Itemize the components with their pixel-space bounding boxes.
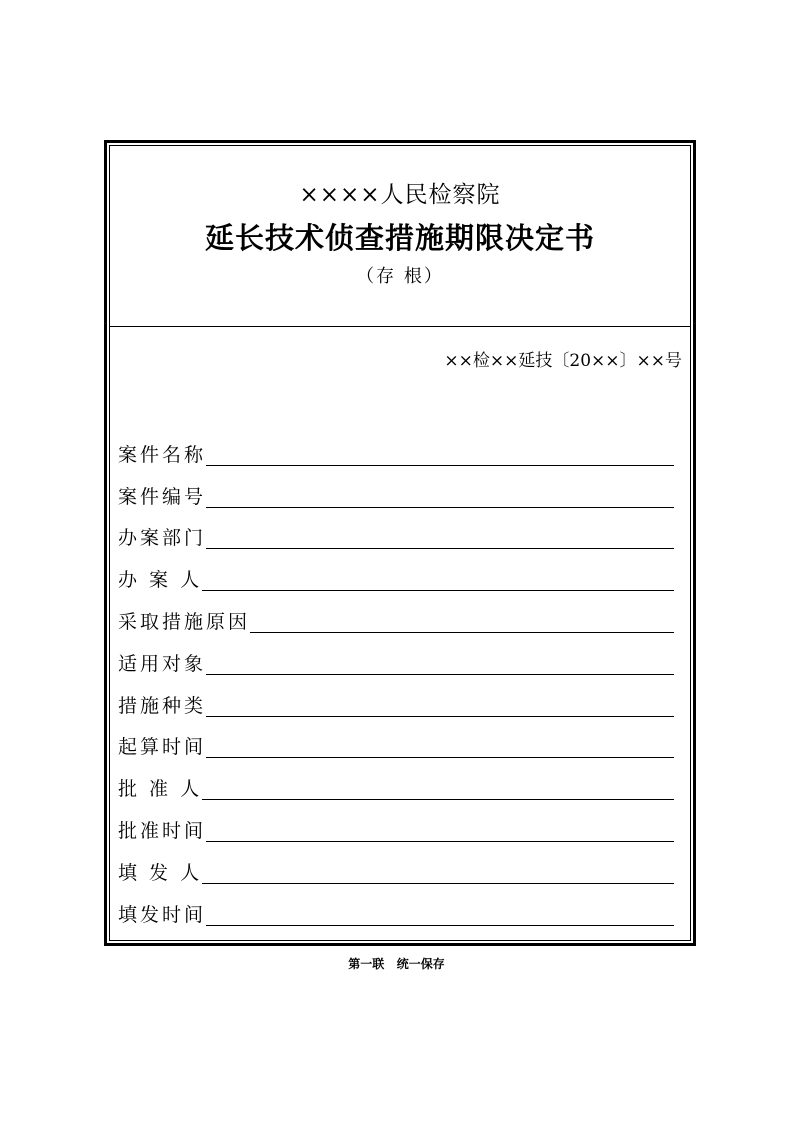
case-handler-fill-line[interactable]	[202, 570, 674, 591]
field-label: 措施种类	[118, 694, 207, 717]
field-issuer	[118, 844, 674, 886]
field-label: 批 准 人	[118, 778, 203, 801]
stub-label: （存 根）	[356, 266, 444, 287]
field-label: 办 案 人	[118, 569, 203, 592]
field-label: 填发时间	[118, 903, 207, 926]
document-number: ××检××延技〔20××〕××号	[444, 351, 682, 371]
field-start-time	[118, 719, 674, 761]
field-label: 采取措施原因	[118, 610, 251, 633]
approver-fill-line[interactable]	[202, 779, 674, 800]
field-label: 批准时间	[118, 819, 207, 842]
field-label: 填 发 人	[118, 861, 203, 884]
document-frame-inner	[109, 145, 691, 941]
measure-reason-fill-line[interactable]	[250, 612, 674, 633]
document-frame	[104, 140, 696, 946]
form-fields	[118, 426, 674, 928]
measure-type-fill-line[interactable]	[206, 696, 674, 717]
field-issue-time	[118, 886, 674, 928]
copy-note: 第一联 统一保存	[348, 957, 445, 971]
field-label: 案件名称	[118, 443, 207, 466]
field-label: 起算时间	[118, 736, 207, 759]
document-title: 延长技术侦查措施期限决定书	[204, 221, 595, 255]
field-label: 适用对象	[118, 652, 207, 675]
field-label: 办案部门	[118, 527, 207, 550]
court-name: ××××人民检察院	[299, 182, 501, 208]
field-applicable-subject	[118, 635, 674, 677]
start-time-fill-line[interactable]	[206, 737, 674, 758]
issuer-fill-line[interactable]	[202, 863, 674, 884]
applicable-subject-fill-line[interactable]	[206, 654, 674, 675]
case-number-fill-line[interactable]	[206, 487, 674, 508]
field-approver	[118, 760, 674, 802]
field-measure-reason	[118, 593, 674, 635]
field-case-name	[118, 426, 674, 468]
document-header	[110, 146, 690, 327]
field-measure-type	[118, 677, 674, 719]
field-approval-time	[118, 802, 674, 844]
field-handling-department	[118, 510, 674, 552]
field-case-number	[118, 468, 674, 510]
field-label: 案件编号	[118, 485, 207, 508]
issue-time-fill-line[interactable]	[206, 905, 674, 926]
case-name-fill-line[interactable]	[206, 445, 674, 466]
field-case-handler	[118, 551, 674, 593]
handling-department-fill-line[interactable]	[206, 528, 674, 549]
approval-time-fill-line[interactable]	[206, 821, 674, 842]
